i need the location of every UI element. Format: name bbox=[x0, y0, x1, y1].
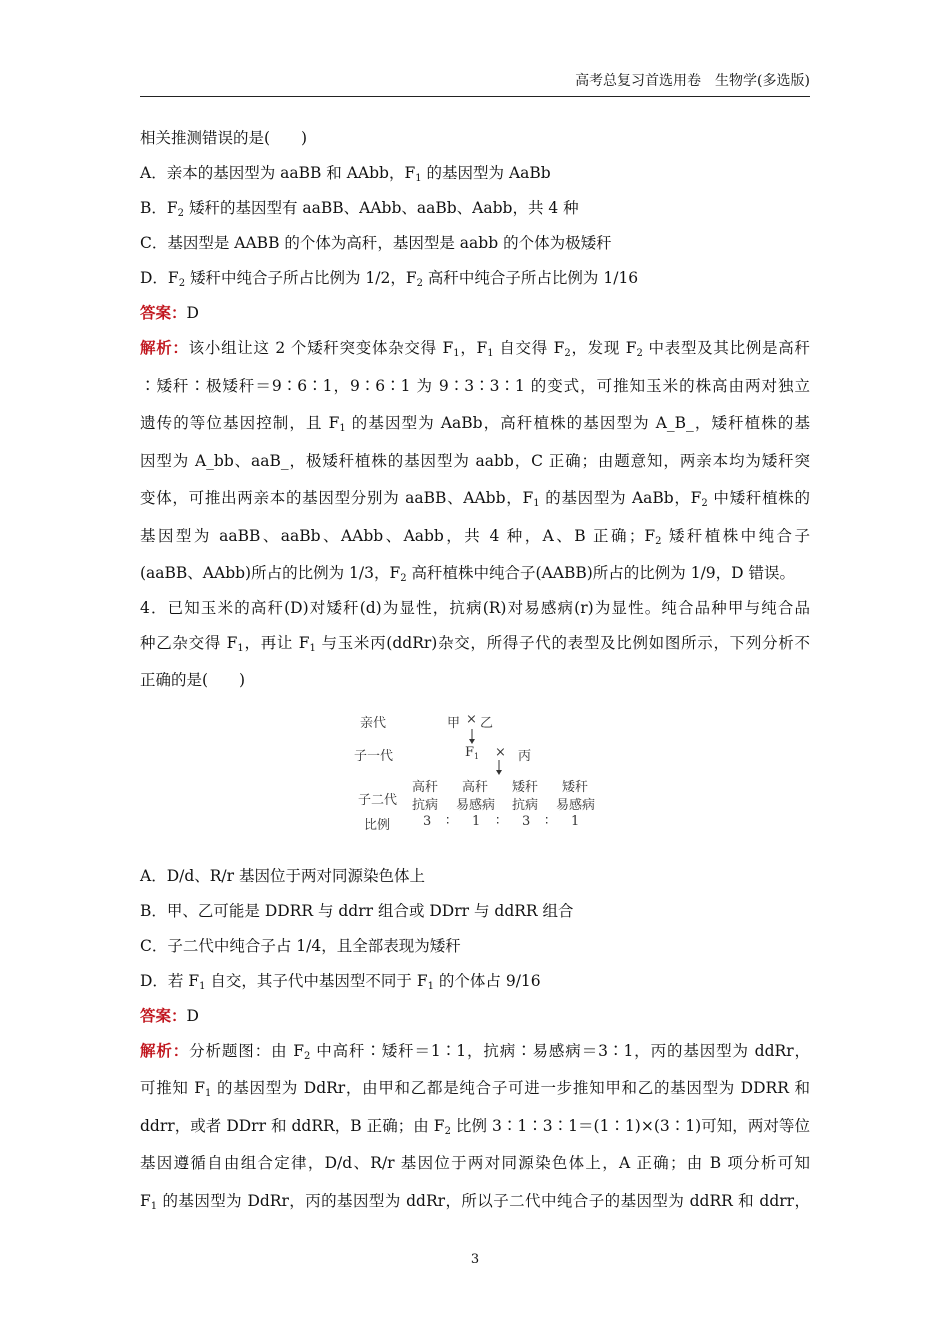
q4-option-a[interactable]: A．D/d、R/r 基因位于两对同源染色体上 bbox=[140, 867, 425, 885]
q4-stem-line-2: 种乙杂交得 $F_1$，再让 $F_1$ 与玉米丙(ddRr)杂交，所得子代的表型及比例如图所示，下列分析不 bbox=[140, 634, 810, 654]
ratio-colon-3: ∶ bbox=[545, 814, 549, 829]
pheno-4-line2: 易感病 bbox=[556, 798, 596, 813]
q3-analysis-line-6: 基因型为 aaBB、aaBb、AAbb、Aabb，共 4 种，A、B 正确；$F_2$ 矮秆植株中纯合子 bbox=[140, 527, 810, 547]
f2-generation-label: 子二代 bbox=[358, 793, 398, 808]
pheno-4-line1: 矮秆 bbox=[562, 780, 589, 795]
page-header: 高考总复习首选用卷 生物学(多选版) bbox=[140, 70, 810, 97]
q3-analysis-line-3: 遗传的等位基因控制，且 $F_1$ 的基因型为 AaBb，高秆植株的基因型为 A_B_，矮秆植株的基 bbox=[140, 414, 810, 434]
genetic-cross-diagram bbox=[350, 710, 610, 835]
q4-analysis-line-4: 基因遵循自由组合定律，D/d、R/r 基因位于两对同源染色体上，A 正确；由 B 项分析可知 bbox=[140, 1154, 810, 1172]
pheno-2-line2: 易感病 bbox=[456, 798, 496, 813]
q3-analysis-line-5: 变体，可推出两亲本的基因型分别为 aaBB、AAbb，$F_1$ 的基因型为 AaBb，$F_2$ 中矮秆植株的 bbox=[140, 489, 811, 509]
q4-analysis-line-1: 解析：分析题图：由 $F_2$ 中高秆∶矮秆＝1∶1，抗病∶易感病＝3∶1，丙的基因型为 ddRr， bbox=[140, 1041, 810, 1062]
pheno-3-line2: 抗病 bbox=[512, 798, 539, 813]
q4-option-d[interactable]: D．若 $F_1$ 自交，其子代中基因型不同于 $F_1$ 的个体占 9/16 bbox=[140, 972, 541, 992]
ratio-colon-2: ∶ bbox=[496, 814, 500, 829]
pheno-2-line1: 高秆 bbox=[462, 780, 489, 795]
q3-option-d[interactable]: D．$F_2$ 矮秆中纯合子所占比例为 1/2，$F_2$ 高秆中纯合子所占比例为 1/16 bbox=[140, 269, 639, 289]
ratio-value-4: 1 bbox=[571, 814, 580, 829]
page-number: 3 bbox=[470, 1252, 480, 1267]
q4-answer: 答案：D bbox=[140, 1006, 199, 1025]
q4-option-b[interactable]: B．甲、乙可能是 DDRR 与 ddrr 组合或 DDrr 与 ddRR 组合 bbox=[140, 902, 574, 920]
q4-analysis-line-2: 可推知 $F_1$ 的基因型为 DdRr，由甲和乙都是纯合子可进一步推知甲和乙的基因型为 DDRR 和 bbox=[140, 1079, 810, 1099]
q3-stem-tail: 相关推测错误的是( ) bbox=[140, 129, 308, 147]
q3-analysis-line-1: 解析：该小组让这 2 个矮秆突变体杂交得 $F_1$，$F_1$ 自交得 $F_2$，发现 $F_2$ 中表型及其比例是高秆 bbox=[140, 338, 810, 359]
q3-option-b[interactable]: B．$F_2$ 矮秆的基因型有 aaBB、AAbb、aaBb、Aabb，共 4 种 bbox=[140, 199, 579, 219]
pheno-1-line2: 抗病 bbox=[412, 798, 439, 813]
ratio-label: 比例 bbox=[364, 818, 391, 833]
q4-stem-line-1: 4．已知玉米的高秆(D)对矮秆(d)为显性，抗病(R)对易感病(r)为显性。纯合品种甲与纯合品 bbox=[140, 599, 810, 617]
q3-option-a[interactable]: A．亲本的基因型为 aaBB 和 AAbb，$F_1$ 的基因型为 AaBb bbox=[140, 164, 551, 184]
parent-jia: 甲 bbox=[447, 716, 461, 731]
q4-option-c[interactable]: C．子二代中纯合子占 1/4，且全部表现为矮秆 bbox=[140, 937, 461, 955]
q4-analysis-line-5: $F_1$ 的基因型为 DdRr，丙的基因型为 ddRr，所以子二代中纯合子的基因型为 ddRR 和 ddrr， bbox=[140, 1192, 810, 1212]
q3-analysis-line-2: ∶矮秆∶极矮秆＝9∶6∶1，9∶6∶1 为 9∶3∶3∶1 的变式，可推知玉米的株高由两对独立 bbox=[140, 377, 810, 395]
q4-stem-line-3: 正确的是( ) bbox=[140, 671, 246, 689]
cross-symbol: × bbox=[495, 745, 506, 760]
q3-analysis-line-7: (aaBB、AAbb)所占的比例为 1/3，$F_2$ 高秆植株中纯合子(AABB)所占的比例为 1/9，D 错误。 bbox=[140, 564, 796, 584]
q4-analysis-line-3: ddrr，或者 DDrr 和 ddRR，B 正确；由 $F_2$ 比例 3∶1∶3∶1＝(1∶1)×(3∶1)可知，两对等位 bbox=[140, 1117, 810, 1137]
parent-generation-label: 亲代 bbox=[360, 716, 387, 731]
parent-yi: 乙 bbox=[480, 716, 494, 731]
f1-label: $F_1$ bbox=[465, 745, 480, 761]
parent-bing: 丙 bbox=[518, 749, 532, 764]
ratio-value-2: 1 bbox=[472, 814, 481, 829]
q3-analysis-line-4: 因型为 A_bb、aaB_，极矮秆植株的基因型为 aabb，C 正确；由题意知，两亲本均为矮秆突 bbox=[140, 452, 810, 470]
ratio-value-1: 3 bbox=[423, 814, 432, 829]
q3-option-c[interactable]: C．基因型是 AABB 的个体为高秆，基因型是 aabb 的个体为极矮秆 bbox=[140, 234, 612, 252]
ratio-colon-1: ∶ bbox=[446, 814, 450, 829]
ratio-value-3: 3 bbox=[522, 814, 531, 829]
pheno-1-line1: 高秆 bbox=[412, 780, 439, 795]
f1-generation-label: 子一代 bbox=[354, 749, 394, 764]
pheno-3-line1: 矮秆 bbox=[512, 780, 539, 795]
q3-answer: 答案：D bbox=[140, 303, 199, 322]
cross-symbol: × bbox=[466, 712, 477, 727]
